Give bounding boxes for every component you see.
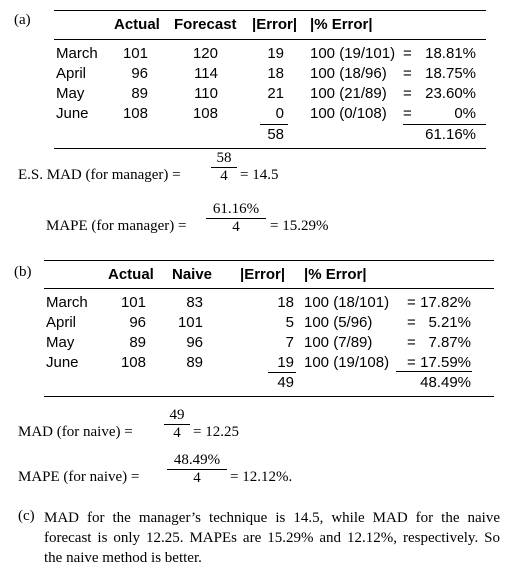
part-a-row-month: April [56, 65, 87, 82]
part-a-mad-denominator: 4 [220, 168, 228, 184]
part-b-label: (b) [14, 264, 32, 280]
part-a-mape-result: = 15.29% [270, 218, 329, 234]
part-b-row-equals: = [407, 354, 416, 371]
part-c-conclusion: MAD for the manager’s technique is 14.5, while MAD for the naive forecast is only 12.25. MAPEs are 15.29% and 12.12%, respectively. So the naive method is better. [44, 510, 500, 566]
part-b-mape-result: = 12.12%. [230, 469, 293, 485]
part-a-header-forecast: Forecast [174, 16, 237, 33]
part-a-row-equals: = [403, 45, 412, 62]
part-a-row-pct-result: 23.60% [425, 85, 476, 102]
part-c-label: (c) [18, 508, 35, 524]
part-a-row-error: 18 [267, 65, 284, 82]
part-a-row-forecast: 110 [194, 85, 218, 102]
part-b-row-naive: 101 [177, 314, 203, 331]
part-b-row-pct-expression: 100 (5/96) [304, 314, 373, 331]
part-b-mape-fraction [167, 452, 227, 487]
part-b-row-equals: = [407, 334, 416, 351]
part-a-row-pct-result: 18.81% [425, 45, 476, 62]
part-b-header-actual: Actual [108, 266, 154, 283]
part-a-row-pct-expression: 100 (21/89) [310, 85, 387, 102]
part-b-row-error: 19 [277, 354, 294, 371]
part-b-total-error: 49 [277, 374, 294, 391]
part-a-row-pct-result: 0% [454, 105, 476, 122]
part-a-row-pct-result: 18.75% [425, 65, 476, 82]
part-a-row-forecast: 120 [192, 45, 218, 62]
part-b-row-naive: 96 [186, 334, 203, 351]
part-a-row-actual: 101 [122, 45, 148, 62]
part-b-row-actual: 89 [129, 334, 146, 351]
part-a-row-actual: 96 [131, 65, 148, 82]
part-a-header-actual: Actual [114, 16, 160, 33]
part-b-row-error: 5 [285, 314, 294, 331]
part-a-row-error: 0 [275, 105, 284, 122]
part-a-row-equals: = [403, 85, 412, 102]
part-b-row-equals: = [407, 314, 416, 331]
part-b-row-error: 7 [285, 334, 294, 351]
part-b-row-pct-result: 7.87% [428, 334, 471, 351]
part-b-mad-label: MAD (for naive) = [18, 424, 133, 440]
part-a-row-month: May [56, 85, 85, 102]
part-a-mad-label: E.S. MAD (for manager) = [18, 167, 181, 183]
part-b-mad-numerator: 49 [164, 407, 190, 425]
part-a-row-pct-expression: 100 (19/101) [310, 45, 396, 62]
part-a-row-error: 21 [267, 85, 284, 102]
part-b-mad-fraction [164, 407, 190, 442]
part-b-mape-numerator: 48.49% [167, 452, 227, 470]
part-b-row-actual: 96 [129, 314, 146, 331]
part-a-total-error: 58 [267, 126, 284, 143]
part-a-row-actual: 108 [122, 105, 148, 122]
part-b-header-pct-error: |% Error| [304, 266, 367, 283]
part-b-top-rule [44, 260, 494, 261]
part-a-header-pct-error: |% Error| [310, 16, 373, 33]
part-a-bottom-rule [54, 148, 486, 149]
part-a-mad-result: = 14.5 [240, 167, 279, 183]
part-a-mape-fraction [206, 201, 266, 236]
part-a-row-equals: = [403, 65, 412, 82]
part-a-pct-sum-rule [403, 124, 486, 125]
part-b-mad-result: = 12.25 [193, 424, 239, 440]
part-b-row-error: 18 [277, 294, 294, 311]
part-a-row-forecast: 108 [192, 105, 218, 122]
part-a-label: (a) [14, 12, 31, 28]
part-b-row-naive: 83 [186, 294, 203, 311]
part-a-mad-numerator: 58 [211, 150, 237, 168]
part-b-header-naive: Naive [172, 266, 213, 283]
part-b-mape-label: MAPE (for naive) = [18, 469, 140, 485]
part-b-header-error: |Error| [240, 266, 286, 283]
part-b-row-pct-expression: 100 (7/89) [304, 334, 373, 351]
part-b-error-sum-rule [268, 372, 296, 373]
part-a-header-rule [54, 39, 486, 40]
part-b-row-actual: 108 [120, 354, 146, 371]
part-b-row-naive: 89 [186, 354, 203, 371]
part-b-mape-denominator: 4 [193, 470, 201, 486]
part-a-total-pct: 61.16% [425, 126, 476, 143]
part-b-header-rule [44, 288, 494, 289]
part-b-row-equals: = [407, 294, 416, 311]
part-a-row-month: March [56, 45, 98, 62]
part-b-mad-denominator: 4 [173, 425, 181, 441]
part-a-row-equals: = [403, 105, 412, 122]
part-b-pct-sum-rule [396, 371, 472, 372]
part-b-row-month: March [46, 294, 88, 311]
part-b-row-month: June [46, 354, 79, 371]
part-a-header-error: |Error| [252, 16, 298, 33]
part-a-row-pct-expression: 100 (0/108) [310, 105, 387, 122]
part-b-row-month: April [46, 314, 77, 331]
part-b-row-pct-expression: 100 (18/101) [304, 294, 390, 311]
part-b-row-pct-result: 5.21% [428, 314, 471, 331]
part-b-total-pct: 48.49% [420, 374, 471, 391]
part-a-mape-numerator: 61.16% [206, 201, 266, 219]
part-b-bottom-rule [44, 396, 494, 397]
part-b-row-pct-result: 17.59% [420, 354, 471, 371]
part-b-row-month: May [46, 334, 75, 351]
part-a-row-error: 19 [267, 45, 284, 62]
part-a-row-forecast: 114 [194, 65, 218, 82]
part-a-row-pct-expression: 100 (18/96) [310, 65, 387, 82]
part-a-mape-denominator: 4 [232, 219, 240, 235]
part-a-mape-label: MAPE (for manager) = [46, 218, 187, 234]
part-a-row-month: June [56, 105, 89, 122]
part-b-row-actual: 101 [120, 294, 146, 311]
part-a-mad-fraction [211, 150, 237, 185]
part-b-row-pct-expression: 100 (19/108) [304, 354, 390, 371]
part-a-row-actual: 89 [131, 85, 148, 102]
part-b-row-pct-result: 17.82% [420, 294, 471, 311]
part-a-top-rule [54, 10, 486, 11]
part-a-error-sum-rule [260, 124, 288, 125]
